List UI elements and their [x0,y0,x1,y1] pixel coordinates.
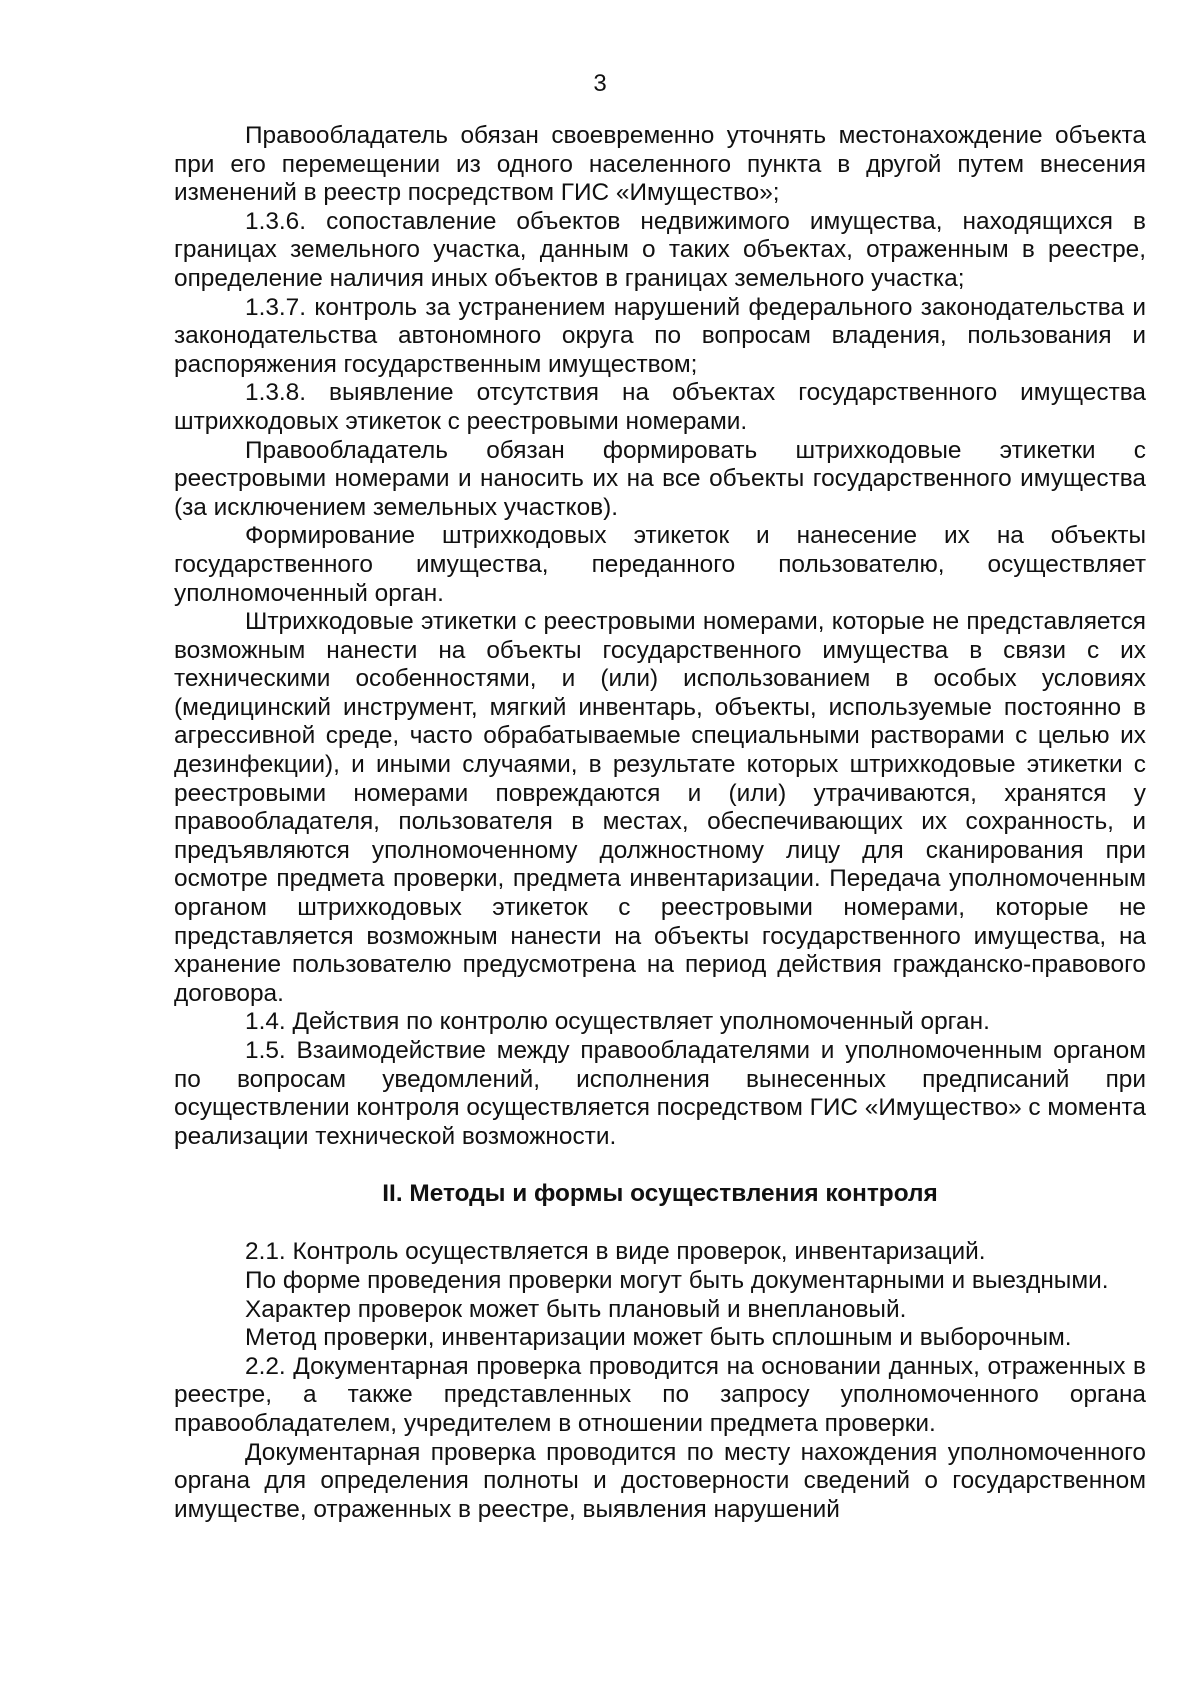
paragraph-1-5: 1.5. Взаимодействие между правообладателями и уполномоченным органом по вопросам уведомлений, исполнения вынесенных предписаний при осуществлении контроля осуществляется посредством ГИС «Имущество» с момента реализации технической возможности. [174,1037,1146,1150]
paragraph-2-2: 2.2. Документарная проверка проводится на основании данных, отраженных в реестре, а также представленных по запросу уполномоченного органа правообладателем, учредителем в отношении предмета проверки. [174,1352,1146,1437]
paragraph: По форме проведения проверки могут быть документарными и выездными. [245,1266,1109,1294]
paragraph-1-3-6: 1.3.6. сопоставление объектов недвижимого имущества, находящихся в границах земельного участка, данным о таких объектах, отраженным в реестре, определение наличия иных объектов в границах земельного участка; [174,207,1146,292]
paragraph: Характер проверок может быть плановый и внеплановый. [245,1295,907,1323]
paragraph: Правообладатель обязан формировать штрихкодовые этикетки с реестровыми номерами и наносить их на все объекты государственного имущества (за исключением земельных участков). [174,436,1146,521]
paragraph-1-3-8: 1.3.8. выявление отсутствия на объектах государственного имущества штрихкодовых этикеток с реестровыми номерами. [174,379,1146,435]
section-heading: II. Методы и формы осуществления контроля [382,1180,938,1208]
paragraph: Штрихкодовые этикетки с реестровыми номерами, которые не представляется возможным нанести на объекты государственного имущества в связи с их техническими особенностями, и (или) использованием в особых условиях (медицинский инструмент, мягкий инвентарь, объекты, используемые постоянно в агрессивной среде, часто обрабатываемые специальными растворами с целью их дезинфекции), и иными случаями, в результате которых штрихкодовые этикетки с реестровыми номерами повреждаются и (или) утрачиваются, хранятся у правообладателя, пользователя в местах, обеспечивающих их сохранность, и предъявляются уполномоченному должностному лицу для сканирования при осмотре предмета проверки, предмета инвентаризации. Передача уполномоченным органом штрихкодовых этикеток с реестровыми номерами, которые не представляется возможным нанести на объекты государственного имущества, на хранение пользователю предусмотрена на период действия гражданско-правового договора. [174,608,1146,1007]
paragraph: Правообладатель обязан своевременно уточнять местонахождение объекта при его перемещении из одного населенного пункта в другой путем внесения изменений в реестр посредством ГИС «Имущество»; [174,122,1146,207]
paragraph: Документарная проверка проводится по месту нахождения уполномоченного органа для определения полноты и достоверности сведений о государственном имуществе, отраженных в реестре, выявления нарушений [174,1438,1146,1523]
page-number: 3 [593,70,607,97]
paragraph-1-4: 1.4. Действия по контролю осуществляет уполномоченный орган. [245,1008,990,1036]
document-body [174,122,1146,1524]
paragraph-1-3-7: 1.3.7. контроль за устранением нарушений федерального законодательства и законодательства автономного округа по вопросам владения, пользования и распоряжения государственным имуществом; [174,293,1146,378]
paragraph: Метод проверки, инвентаризации может быть сплошным и выборочным. [245,1324,1072,1352]
paragraph: Формирование штрихкодовых этикеток и нанесение их на объекты государственного имущества, переданного пользователю, осуществляет уполномоченный орган. [174,522,1146,607]
paragraph-2-1: 2.1. Контроль осуществляется в виде проверок, инвентаризаций. [245,1238,986,1266]
